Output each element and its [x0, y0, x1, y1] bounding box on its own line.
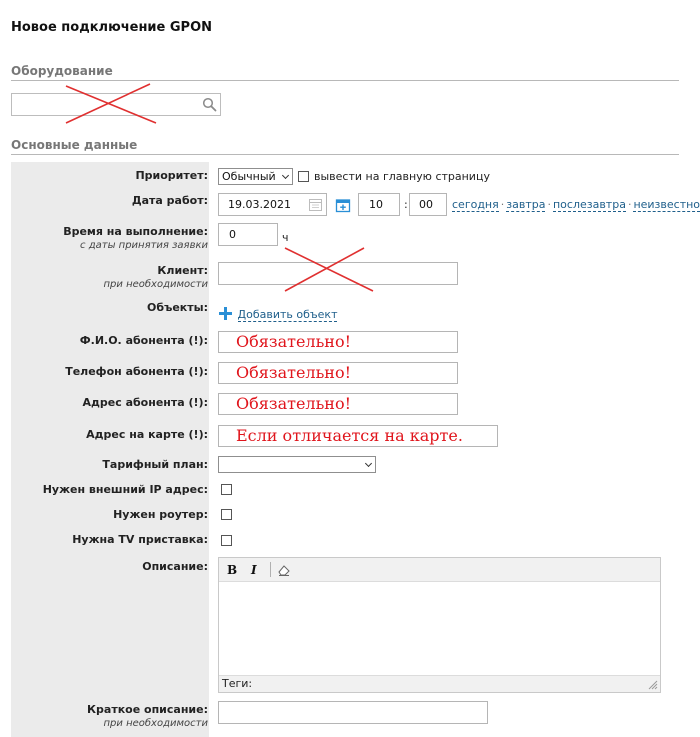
description-editor — [218, 557, 661, 693]
add-object-link[interactable]: Добавить объект — [237, 308, 338, 321]
eraser-icon[interactable] — [277, 563, 291, 577]
tariff-label: Тарифный план: — [102, 458, 208, 471]
objects-label: Объекты: — [147, 301, 208, 314]
short-desc-input[interactable] — [218, 701, 488, 724]
cross-mark-icon — [282, 245, 376, 293]
work-date-label: Дата работ: — [131, 194, 208, 207]
map-address-value: Если отличается на карте. — [236, 426, 463, 445]
tags-label: Теги: — [222, 677, 253, 690]
quick-date-links: сегодня · завтра · послезавтра · неизвестно — [452, 198, 700, 211]
time-separator: : — [404, 198, 408, 211]
page-title: Новое подключение GPON — [11, 20, 213, 35]
description-label: Описание: — [142, 560, 208, 573]
client-label — [104, 264, 208, 290]
client-label-text: Клиент: — [157, 264, 208, 277]
address-label: Адрес абонента (!): — [82, 396, 208, 409]
phone-value: Обязательно! — [236, 363, 352, 382]
exec-time-unit: ч — [282, 231, 289, 244]
work-minute-input[interactable] — [409, 193, 447, 216]
exec-time-input[interactable] — [218, 223, 278, 246]
exec-time-label-text: Время на выполнение: — [63, 225, 208, 238]
address-input[interactable] — [218, 393, 458, 415]
work-minute-value: 00 — [419, 198, 433, 211]
fio-label: Ф.И.О. абонента (!): — [79, 334, 208, 347]
section-equipment-heading: Оборудование — [11, 64, 679, 81]
section-main-heading: Основные данные — [11, 138, 679, 155]
main-page-label: вывести на главную страницу — [314, 170, 490, 183]
description-text-area[interactable] — [219, 583, 660, 676]
quick-date-today[interactable]: сегодня — [452, 198, 499, 211]
phone-label: Телефон абонента (!): — [65, 365, 208, 378]
work-hour-value: 10 — [369, 198, 383, 211]
exec-time-label — [63, 225, 208, 251]
bold-button[interactable]: B — [227, 563, 238, 577]
editor-toolbar — [219, 558, 660, 582]
phone-input[interactable] — [218, 362, 458, 384]
map-address-label: Адрес на карте (!): — [86, 428, 208, 441]
priority-select-value: Обычный — [222, 170, 276, 183]
work-hour-input[interactable] — [358, 193, 400, 216]
priority-label: Приоритет: — [135, 169, 208, 182]
tariff-select[interactable] — [218, 456, 376, 473]
external-ip-label: Нужен внешний IP адрес: — [42, 483, 208, 496]
short-desc-label — [87, 703, 208, 729]
main-page-checkbox[interactable] — [298, 171, 309, 182]
router-label: Нужен роутер: — [113, 508, 208, 521]
work-date-value: 19.03.2021 — [228, 198, 291, 211]
toolbar-divider — [270, 562, 271, 577]
quick-date-day-after[interactable]: послезавтра — [552, 198, 626, 211]
fio-input[interactable] — [218, 331, 458, 353]
tv-box-label: Нужна TV приставка: — [72, 533, 208, 546]
calendar-add-icon[interactable] — [335, 197, 351, 213]
priority-select[interactable] — [218, 168, 293, 185]
tv-box-checkbox[interactable] — [221, 535, 232, 546]
quick-date-unknown[interactable]: неизвестно — [633, 198, 700, 211]
map-address-input[interactable] — [218, 425, 498, 447]
italic-button[interactable]: I — [251, 563, 257, 577]
add-object-link-group[interactable] — [219, 307, 337, 321]
exec-time-value: 0 — [229, 228, 236, 241]
editor-tags-bar — [219, 675, 660, 692]
cross-mark-icon — [62, 82, 160, 126]
external-ip-checkbox[interactable] — [221, 484, 232, 495]
resize-handle-icon[interactable] — [648, 680, 658, 690]
exec-time-sublabel: с даты принятия заявки — [80, 240, 208, 251]
client-sublabel: при необходимости — [103, 279, 208, 290]
short-desc-sublabel: при необходимости — [103, 718, 208, 729]
calendar-icon[interactable] — [308, 197, 323, 212]
address-value: Обязательно! — [236, 394, 352, 413]
router-checkbox[interactable] — [221, 509, 232, 520]
search-icon[interactable] — [202, 97, 217, 112]
quick-date-tomorrow[interactable]: завтра — [506, 198, 546, 211]
plus-icon — [219, 307, 232, 320]
fio-value: Обязательно! — [236, 332, 352, 351]
short-desc-label-text: Краткое описание: — [87, 703, 208, 716]
